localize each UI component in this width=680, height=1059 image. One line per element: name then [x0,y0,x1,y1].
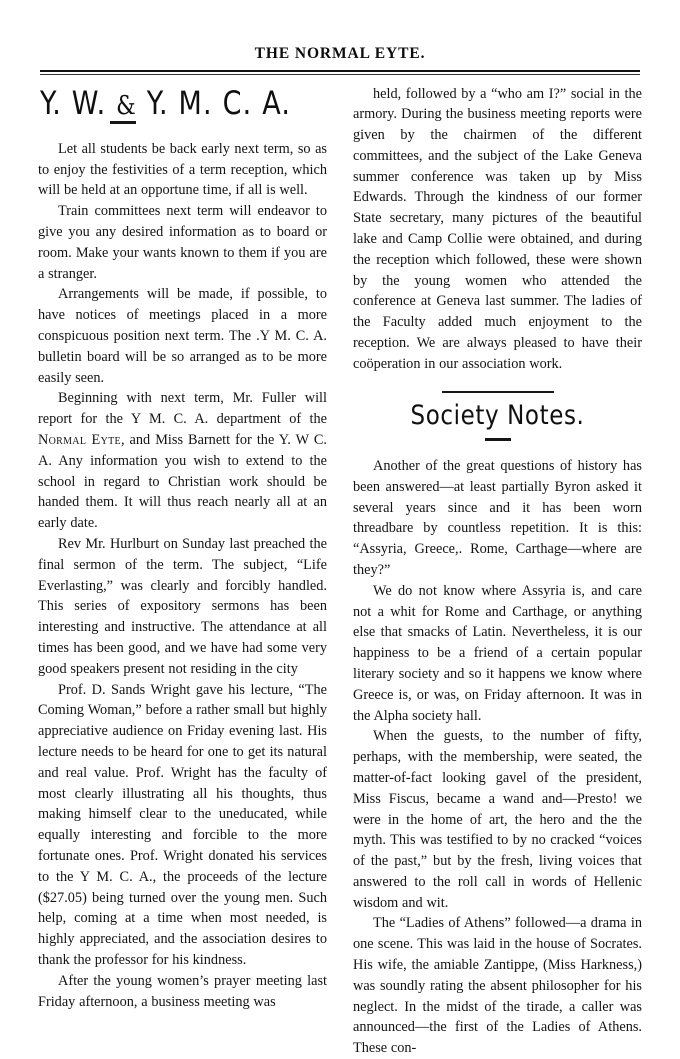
normal-eyte-smallcaps: Normal Eyte [38,432,121,448]
paragraph: The “Ladies of Athens” followed—a drama in one scene. This was laid in the house of Socrates. His wife, the amiable Zantippe, (Miss Harkness,) was soundly rating the absent philosopher for his neglect. In the midst of the tirade, a caller was announced—the first of the Ladies of Athens. These con- [353,913,642,1059]
paragraph: Arrangements will be made, if possible, to have notices of meetings placed in a more conspicuous position next term. The .Y M. C. A. bulletin board will be so arranged as to be more easily seen. [38,284,327,388]
left-column [38,84,327,1059]
section-divider-rule [442,391,554,393]
paragraph: We do not know where Assyria is, and care not a whit for Rome and Carthage, or anything else that smacks of Latin. Nevertheless, it is our happiness to be a friend of a certain popular literary society and so it happens we know where Greece is, or was, on Friday afternoon. It was in the Alpha society hall. [353,581,642,727]
ywca-ymca-heading [40,88,327,121]
fuller-text-after: , and Miss Barnett for the Y. W C. A. Any information you wish to extend to the school in regard to Christian work should be handed them. It will thus reach nearly all at an early date. [38,432,327,531]
ywca-heading-post: Y. M. C. A. [137,85,291,122]
masthead-title: THE NORMAL EYTE. [0,0,680,62]
paragraph: Rev Mr. Hurlburt on Sunday last preached the final sermon of the term. The subject, “Life Everlasting,” was clearly and forcibly handled. This series of expository sermons has been interesting and instructive. The attendance at all times has been good, and we have had some very good speakers present not residing in the city [38,534,327,680]
paragraph: After the young women’s prayer meeting last Friday afternoon, a business meeting was [38,971,327,1013]
ywca-heading-pre: Y. W. [40,85,116,122]
paragraph: When the guests, to the number of fifty, perhaps, with the membership, were seated, the matter-of-fact looking gavel of the president, Miss Fiscus, became a wand and—Presto! we were in the home of art, the hero and the the myth. This was testified to by no cracked “voices of the past,” but by the fresh, living voices that answered to the roll call in words of Hellenic wisdom and wit. [353,726,642,913]
ampersand-glyph: & [116,91,137,120]
society-notes-heading: Society Notes. [353,402,642,431]
paragraph-continued: held, followed by a “who am I?” social in the armory. During the business meeting reports were given by the chairmen of the different committees, and the subject of the Lake Geneva summer conference was taken up by Miss Edwards. Through the kindness of our former State secretary, many pictures of the beautiful lake and Camp Collie were obtained, and during the reception which followed, these were shown by the young women who attended the conference at Geneva last summer. The ladies of the Faculty added much enjoyment to the reception. We are always pleased to have their coöperation in our association work. [353,84,642,375]
paragraph: Let all students be back early next term, so as to enjoy the festivities of a term reception, which will be held at an opportune time, if all is well. [38,139,327,201]
paragraph-fuller-report [38,388,327,534]
paragraph: Prof. D. Sands Wright gave his lecture, “The Coming Woman,” before a rather small but highly appreciative audience on Friday evening last. His lecture needs to be heard for one to get its natural and real value. Prof. Wright has the faculty of most clearly illustrating all his thoughts, thus making himself clear to the uneducated, while equally interesting and forcible to the more fortunate ones. Prof. Wright donated his services to the Y M. C. A., the proceeds of the lecture ($27.05) being turned over the young men. Such help, coming at a time when most needed, is highly appreciated, and the association desires to thank the professor for his kindness. [38,680,327,971]
paragraph: Train committees next term will endeavor to give you any desired information as to board or room. Make your wants known to them if you are a stranger. [38,201,327,284]
paragraph: Another of the great questions of history has been answered—at least partially Byron asked it several years since and it has been worn threadbare by countless repetition. It is this: “Assyria, Greece,. Rome, Carthage—where are they?” [353,456,642,581]
masthead-divider-rule [40,70,640,75]
two-column-body [0,84,680,1059]
fuller-text-before: Beginning with next term, Mr. Fuller will report for the Y M. C. A. department of the [38,390,327,427]
right-column [353,84,642,1059]
